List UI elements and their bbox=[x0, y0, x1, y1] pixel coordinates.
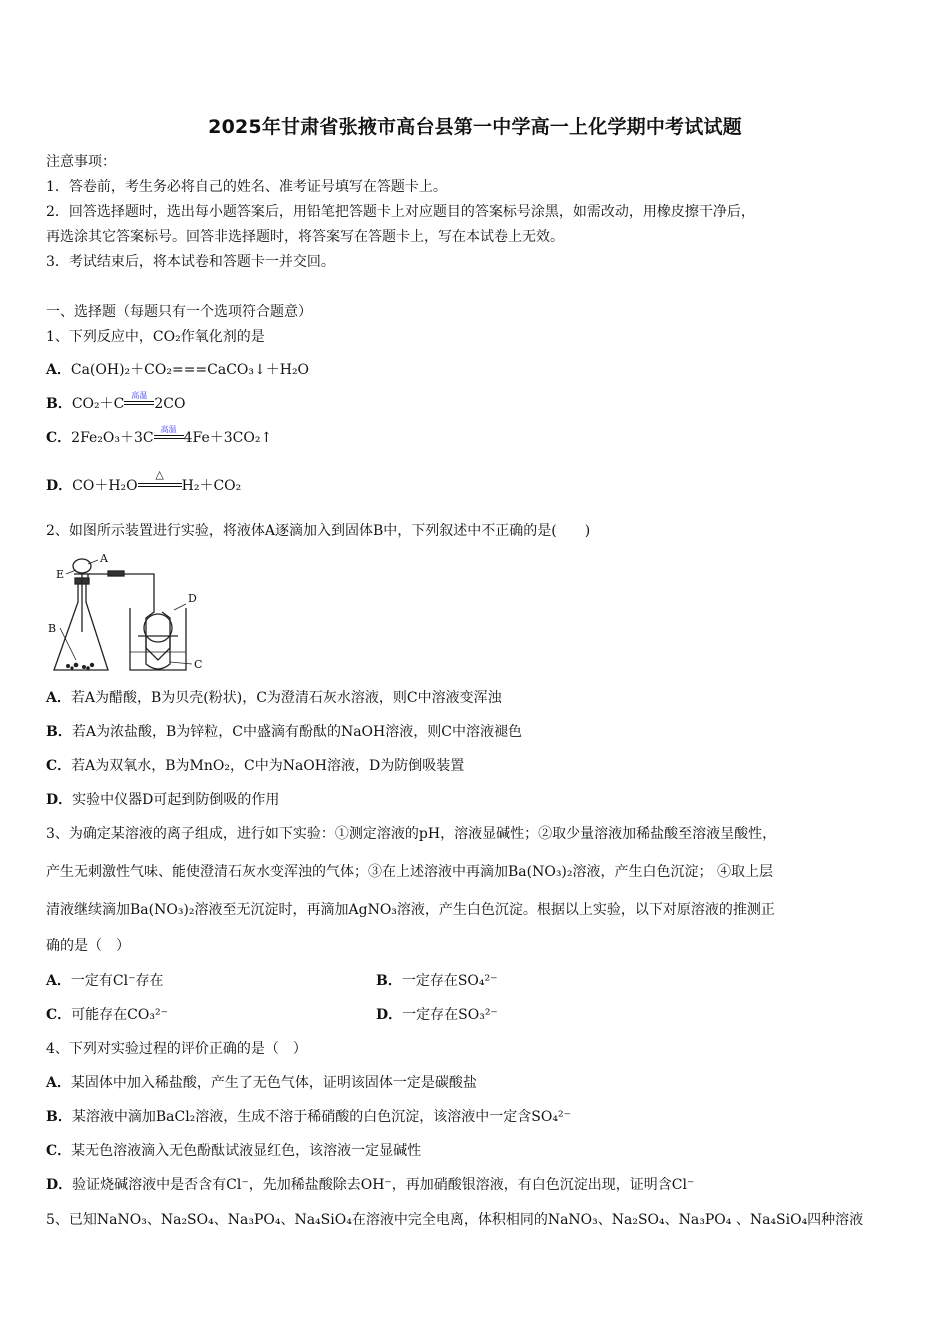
figure-label-d: D bbox=[188, 592, 197, 605]
option-label: C． bbox=[46, 758, 72, 774]
equation-left: CO₂＋C bbox=[71, 396, 125, 412]
equation-right: 2CO bbox=[154, 396, 186, 412]
figure-label-a: A bbox=[100, 552, 108, 565]
option-label: D． bbox=[46, 478, 73, 494]
option-text: 一定存在SO₄²⁻ bbox=[401, 973, 498, 989]
option-text: 一定有Cl⁻存在 bbox=[70, 973, 164, 989]
q3-option-c bbox=[46, 1005, 168, 1025]
option-text: 某溶液中滴加BaCl₂溶液，生成不溶于稀硝酸的白色沉淀，该溶液中一定含SO₄²⁻ bbox=[71, 1109, 571, 1125]
q2-stem: 2、如图所示装置进行实验，将液体A逐滴加入到固体B中，下列叙述中不正确的是( ) bbox=[46, 523, 591, 539]
q3-option-b bbox=[376, 971, 498, 991]
condition-equals-sign bbox=[154, 425, 184, 443]
q1-option-b bbox=[46, 391, 908, 414]
figure-label-c: C bbox=[194, 658, 203, 671]
q1-option-c bbox=[46, 425, 908, 448]
q1-option-a bbox=[46, 360, 908, 380]
option-label: A． bbox=[46, 690, 71, 706]
equation-left: CO＋H₂O bbox=[72, 478, 138, 494]
q3-stem-line-3: 清液继续滴加Ba(NO₃)₂溶液至无沉淀时，再滴加AgNO₃溶液，产生白色沉淀。根据以上实验，以下对原溶液的推测正 bbox=[46, 902, 775, 918]
q2-option-b bbox=[46, 722, 908, 742]
figure-label-e: E bbox=[56, 568, 65, 581]
option-text: 一定存在SO₃²⁻ bbox=[402, 1007, 498, 1023]
option-label: D． bbox=[46, 1177, 73, 1193]
notice-item-3: 3．考试结束后，将本试卷和答题卡一并交回。 bbox=[46, 254, 335, 270]
condition-equals-sign bbox=[124, 391, 154, 409]
option-text: 可能存在CO₃²⁻ bbox=[71, 1007, 168, 1023]
notice-item-1: 1．答卷前，考生务必将自己的姓名、准考证号填写在答题卡上。 bbox=[46, 179, 447, 195]
option-text: 若A为浓盐酸，B为锌粒，C中盛滴有酚酞的NaOH溶液，则C中溶液褪色 bbox=[71, 724, 522, 740]
q4-option-d bbox=[46, 1175, 908, 1195]
option-label: C． bbox=[46, 1143, 72, 1159]
q3-stem-line-2: 产生无刺激性气味、能使澄清石灰水变浑浊的气体；③在上述溶液中再滴加Ba(NO₃)₂溶液，产生白色沉淀； ④取上层 bbox=[46, 864, 773, 880]
option-label: A． bbox=[46, 362, 71, 378]
option-label: B． bbox=[46, 1109, 72, 1125]
equation-right: H₂＋CO₂ bbox=[181, 478, 242, 494]
option-text: 某固体中加入稀盐酸，产生了无色气体，证明该固体一定是碳酸盐 bbox=[70, 1075, 477, 1091]
equation-right: 4Fe＋3CO₂↑ bbox=[183, 430, 273, 446]
q3-option-a bbox=[46, 971, 163, 991]
option-text: Ca(OH)₂＋CO₂===CaCO₃↓＋H₂O bbox=[70, 362, 310, 378]
q2-option-a bbox=[46, 688, 908, 708]
option-text: 若A为醋酸，B为贝壳(粉状)，C为澄清石灰水溶液，则C中溶液变浑浊 bbox=[70, 690, 502, 706]
reaction-condition: 高温 bbox=[160, 425, 177, 434]
apparatus-figure bbox=[46, 552, 216, 676]
q4-option-b bbox=[46, 1107, 908, 1127]
option-label: D． bbox=[46, 792, 73, 808]
q4-option-c bbox=[46, 1141, 908, 1161]
q3-stem-line-1: 3、为确定某溶液的离子组成，进行如下实验：①测定溶液的pH，溶液显碱性；②取少量溶液加稀盐酸至溶液呈酸性， bbox=[46, 826, 777, 842]
condition-equals-sign bbox=[138, 468, 182, 491]
option-label: B． bbox=[46, 724, 72, 740]
option-label: C． bbox=[46, 430, 72, 446]
option-text: 若A为双氧水，B为MnO₂，C中为NaOH溶液，D为防倒吸装置 bbox=[71, 758, 465, 774]
option-label: A． bbox=[46, 973, 71, 989]
page-title: 2025年甘肃省张掖市高台县第一中学高一上化学期中考试试题 bbox=[208, 116, 742, 138]
q2-option-d bbox=[46, 790, 908, 810]
q5-stem: 5、已知NaNO₃、Na₂SO₄、Na₃PO₄、Na₄SiO₄在溶液中完全电离，体积相同的NaNO₃、Na₂SO₄、Na₃PO₄ 、Na₄SiO₄四种溶液 bbox=[46, 1212, 864, 1228]
figure-label-b: B bbox=[48, 622, 57, 635]
q1-stem: 1、下列反应中，CO₂作氧化剂的是 bbox=[46, 329, 265, 345]
option-label: C． bbox=[46, 1007, 72, 1023]
option-text: 某无色溶液滴入无色酚酞试液显红色，该溶液一定显碱性 bbox=[71, 1143, 422, 1159]
notice-item-2: 2．回答选择题时，选出每小题答案后，用铅笔把答题卡上对应题目的答案标号涂黑，如需改动，用橡皮擦干净后， bbox=[46, 204, 755, 220]
section-heading: 一、选择题（每题只有一个选项符合题意） bbox=[46, 304, 312, 320]
option-text: 实验中仪器D可起到防倒吸的作用 bbox=[72, 792, 280, 808]
notice-heading: 注意事项： bbox=[46, 154, 116, 170]
q3-option-d bbox=[376, 1005, 498, 1025]
reaction-condition: 高温 bbox=[131, 391, 148, 400]
q1-option-d bbox=[46, 468, 908, 496]
notice-item-2-cont: 再选涂其它答案标号。回答非选择题时，将答案写在答题卡上，写在本试卷上无效。 bbox=[46, 229, 564, 245]
option-label: D． bbox=[376, 1007, 403, 1023]
q4-stem: 4、下列对实验过程的评价正确的是（ ） bbox=[46, 1041, 307, 1057]
option-label: A． bbox=[46, 1075, 71, 1091]
option-text: 验证烧碱溶液中是否含有Cl⁻，先加稀盐酸除去OH⁻，再加硝酸银溶液，有白色沉淀出现，证明含Cl⁻ bbox=[72, 1177, 695, 1193]
q2-option-c bbox=[46, 756, 908, 776]
option-label: B． bbox=[46, 396, 72, 412]
equation-left: 2Fe₂O₃＋3C bbox=[71, 430, 154, 446]
option-label: B． bbox=[376, 973, 402, 989]
q4-option-a bbox=[46, 1073, 908, 1093]
reaction-condition: △ bbox=[155, 468, 164, 481]
q3-stem-line-4: 确的是（ ） bbox=[46, 938, 130, 954]
